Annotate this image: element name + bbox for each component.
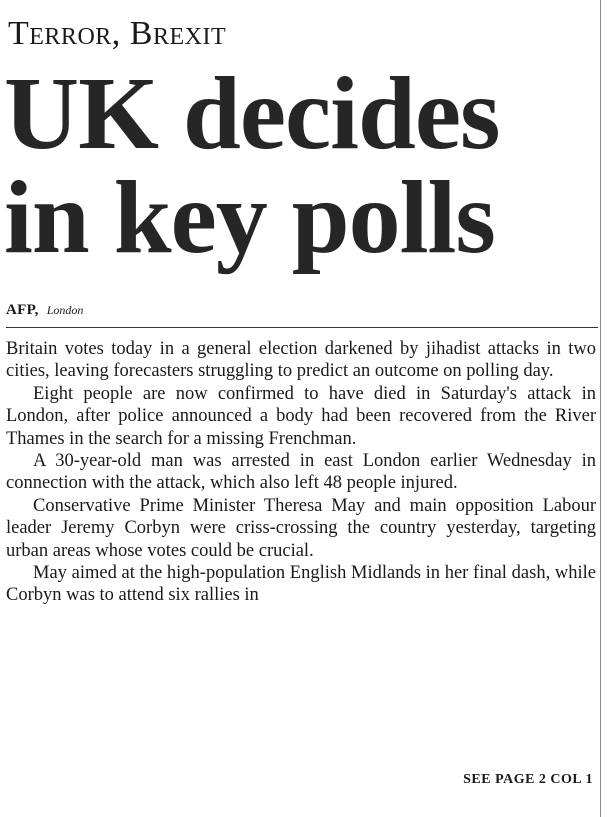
kicker: Terror, Brexit <box>8 15 227 52</box>
column-divider <box>600 0 601 817</box>
byline <box>6 300 83 320</box>
continuation-line: SEE PAGE 2 COL 1 <box>463 772 593 787</box>
byline-rule <box>6 327 598 328</box>
headline-line-2: in key polls <box>4 160 495 275</box>
headline <box>4 56 600 275</box>
paragraph: Eight people are now confirmed to have died in Saturday's attack in London, after police announced a body had been recovered from the River Thames in the search for a missing Frenchman. <box>6 383 596 449</box>
paragraph: A 30-year-old man was arrested in east London earlier Wednesday in connection with the attack, which also left 48 people injured. <box>6 451 596 494</box>
paragraph: Conservative Prime Minister Theresa May and main opposition Labour leader Jeremy Corbyn were criss-crossing the country yesterday, targeting urban areas whose votes could be crucial. <box>6 495 596 561</box>
article-body <box>6 338 596 607</box>
paragraph: May aimed at the high-population English Midlands in her final dash, while Corbyn was to attend six rallies in <box>6 563 596 606</box>
headline-line-1: UK decides <box>4 56 500 171</box>
byline-agency: AFP, <box>6 302 39 318</box>
byline-location: London <box>46 303 84 317</box>
paragraph: Britain votes today in a general election darkened by jihadist attacks in two cities, leaving forecasters struggling to predict an outcome on polling day. <box>6 339 596 382</box>
